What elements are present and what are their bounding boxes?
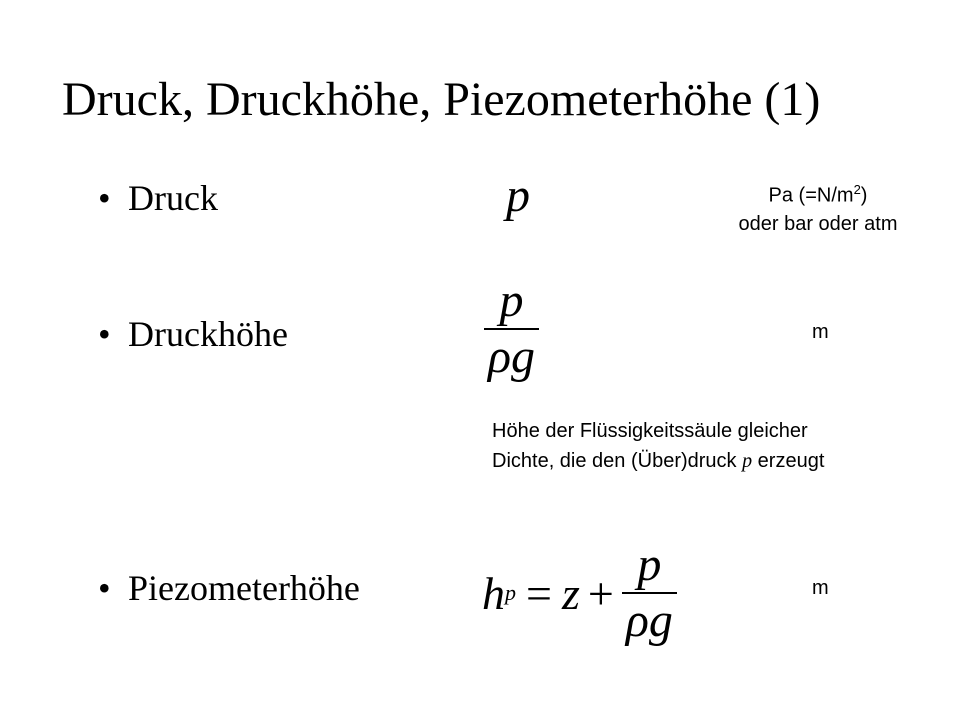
note-line2 <box>492 446 824 476</box>
note-line2-pre: Dichte, die den (Über)druck <box>492 450 743 472</box>
unit-druck-sup: 2 <box>853 182 861 197</box>
unit-druck-line1 <box>694 176 942 210</box>
fraction-druckhoehe <box>484 276 539 382</box>
fraction-numerator: p <box>499 274 524 327</box>
bullet-dot: • <box>98 178 111 218</box>
unit-druck-post: ) <box>860 184 868 207</box>
note-line1: Höhe der Flüssigkeitssäule gleicher <box>492 420 808 442</box>
bullet-label-piezometerhoehe: Piezometerhöhe <box>128 568 360 608</box>
bullet-piezometerhoehe <box>98 566 360 610</box>
unit-druckhoehe: m <box>812 321 829 343</box>
slide-title: Druck, Druckhöhe, Piezometerhöhe (1) <box>62 73 821 126</box>
note-druckhoehe <box>492 416 824 476</box>
unit-druck-line2: oder bar oder atm <box>738 212 898 235</box>
note-symbol-p: p <box>742 450 753 472</box>
bullet-druckhoehe <box>98 312 288 356</box>
eq-z: z <box>561 567 580 619</box>
symbol-p: p <box>506 169 530 222</box>
unit-druck <box>694 176 942 238</box>
bullet-druck <box>98 176 218 220</box>
unit-druck-pre: Pa (=N/m <box>768 184 854 207</box>
eq-fraction-numerator: p <box>637 538 662 591</box>
equation-piezometerhoehe <box>482 540 677 646</box>
eq-plus: + <box>587 567 614 619</box>
eq-fraction-denominator: ρg <box>625 594 673 647</box>
bullet-dot: • <box>98 568 111 608</box>
unit-piezometerhoehe: m <box>812 577 829 599</box>
bullet-label-druck: Druck <box>128 178 218 218</box>
bullet-label-druckhoehe: Druckhöhe <box>128 314 288 354</box>
eq-h-sub: p <box>505 580 516 605</box>
eq-equals: = <box>526 567 552 619</box>
eq-h: h <box>482 567 505 619</box>
note-line2-post: erzeugt <box>752 450 825 472</box>
fraction-denominator: ρg <box>488 330 536 383</box>
bullet-dot: • <box>98 314 111 354</box>
